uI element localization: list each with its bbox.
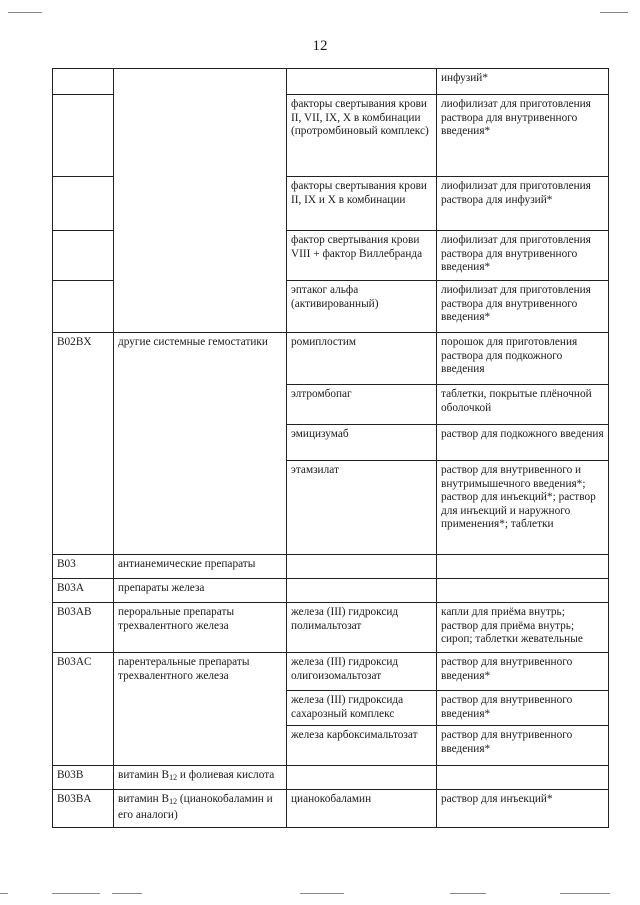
drug-cell: цианокобаламин [287, 790, 437, 828]
code-cell [53, 177, 114, 231]
group-text: и фолиевая кислота [177, 769, 275, 782]
group-cell: другие системные гемостатики [114, 333, 287, 555]
group-text: (цианокобаламин и его аналоги) [118, 793, 273, 821]
code-cell [53, 95, 114, 177]
form-cell: раствор для инъекций* [437, 790, 609, 828]
drug-cell: этамзилат [287, 461, 437, 555]
group-text: витамин B [118, 769, 170, 782]
drug-cell: фактор свертывания крови VIII + фактор Виллебранда [287, 231, 437, 281]
form-cell: раствор для внутривенного введения* [437, 726, 609, 766]
drug-cell: ромиплостим [287, 333, 437, 385]
drug-cell: факторы свертывания крови II, VII, IX, X в комбинации (протромбиновый комплекс) [287, 95, 437, 177]
form-cell: раствор для подкожного введения [437, 425, 609, 461]
drug-cell: железа (III) гидроксида сахарозный комплекс [287, 691, 437, 726]
page-number: 12 [312, 38, 328, 54]
form-cell [437, 555, 609, 579]
form-cell [437, 579, 609, 603]
table-row [53, 69, 609, 95]
table-row [53, 790, 609, 828]
form-cell: лиофилизат для приготовления раствора для внутривенного введения* [437, 281, 609, 333]
group-cell [114, 69, 287, 333]
table-row [53, 653, 609, 691]
code-cell [53, 231, 114, 281]
form-cell [437, 766, 609, 790]
drug-cell: эптаког альфа (активированный) [287, 281, 437, 333]
form-cell: лиофилизат для приготовления раствора для внутривенного введения* [437, 231, 609, 281]
form-cell: таблетки, покрытые плёночной оболочкой [437, 385, 609, 425]
form-cell: лиофилизат для приготовления раствора для инфузий* [437, 177, 609, 231]
drug-cell [287, 555, 437, 579]
group-cell: препараты железа [114, 579, 287, 603]
drug-cell: железа карбоксимальтозат [287, 726, 437, 766]
form-cell: капли для приёма внутрь; раствор для приёма внутрь; сироп; таблетки жевательные [437, 603, 609, 653]
code-cell: B03AB [53, 603, 114, 653]
form-cell: раствор для внутривенного введения* [437, 653, 609, 691]
drug-cell [287, 766, 437, 790]
drug-cell: железа (III) гидроксид олигоизомальтозат [287, 653, 437, 691]
drug-cell [287, 69, 437, 95]
table-row [53, 603, 609, 653]
group-cell [114, 766, 287, 790]
table-row [53, 333, 609, 385]
table-row [53, 555, 609, 579]
scan-artifact-top [0, 10, 640, 16]
drug-cell: эмицизумаб [287, 425, 437, 461]
code-cell [53, 281, 114, 333]
form-cell: инфузий* [437, 69, 609, 95]
group-cell: парентеральные препараты трехвалентного железа [114, 653, 287, 766]
code-cell: B03 [53, 555, 114, 579]
group-cell [114, 790, 287, 828]
group-text: витамин B [118, 793, 170, 806]
code-cell: B02BX [53, 333, 114, 555]
form-cell: лиофилизат для приготовления раствора для внутривенного введения* [437, 95, 609, 177]
subscript: 12 [169, 773, 178, 783]
code-cell [53, 69, 114, 95]
code-cell: B03A [53, 579, 114, 603]
form-cell: раствор для внутривенного введения* [437, 691, 609, 726]
table-row [53, 579, 609, 603]
drug-cell: факторы свертывания крови II, IX и X в комбинации [287, 177, 437, 231]
drug-cell: железа (III) гидроксид полимальтозат [287, 603, 437, 653]
drug-cell [287, 579, 437, 603]
form-cell: раствор для внутривенного и внутримышечного введения*; раствор для инъекций*; раствор для инъекций и наружного применения*; таблетки [437, 461, 609, 555]
code-cell: B03B [53, 766, 114, 790]
group-cell: пероральные препараты трехвалентного железа [114, 603, 287, 653]
form-cell: порошок для приготовления раствора для подкожного введения [437, 333, 609, 385]
scan-artifact-bottom [0, 890, 640, 898]
subscript: 12 [169, 797, 178, 807]
table-row [53, 766, 609, 790]
code-cell: B03AC [53, 653, 114, 766]
drug-cell: элтромбопаг [287, 385, 437, 425]
code-cell: B03BA [53, 790, 114, 828]
group-cell: антианемические препараты [114, 555, 287, 579]
drug-table [52, 68, 609, 828]
